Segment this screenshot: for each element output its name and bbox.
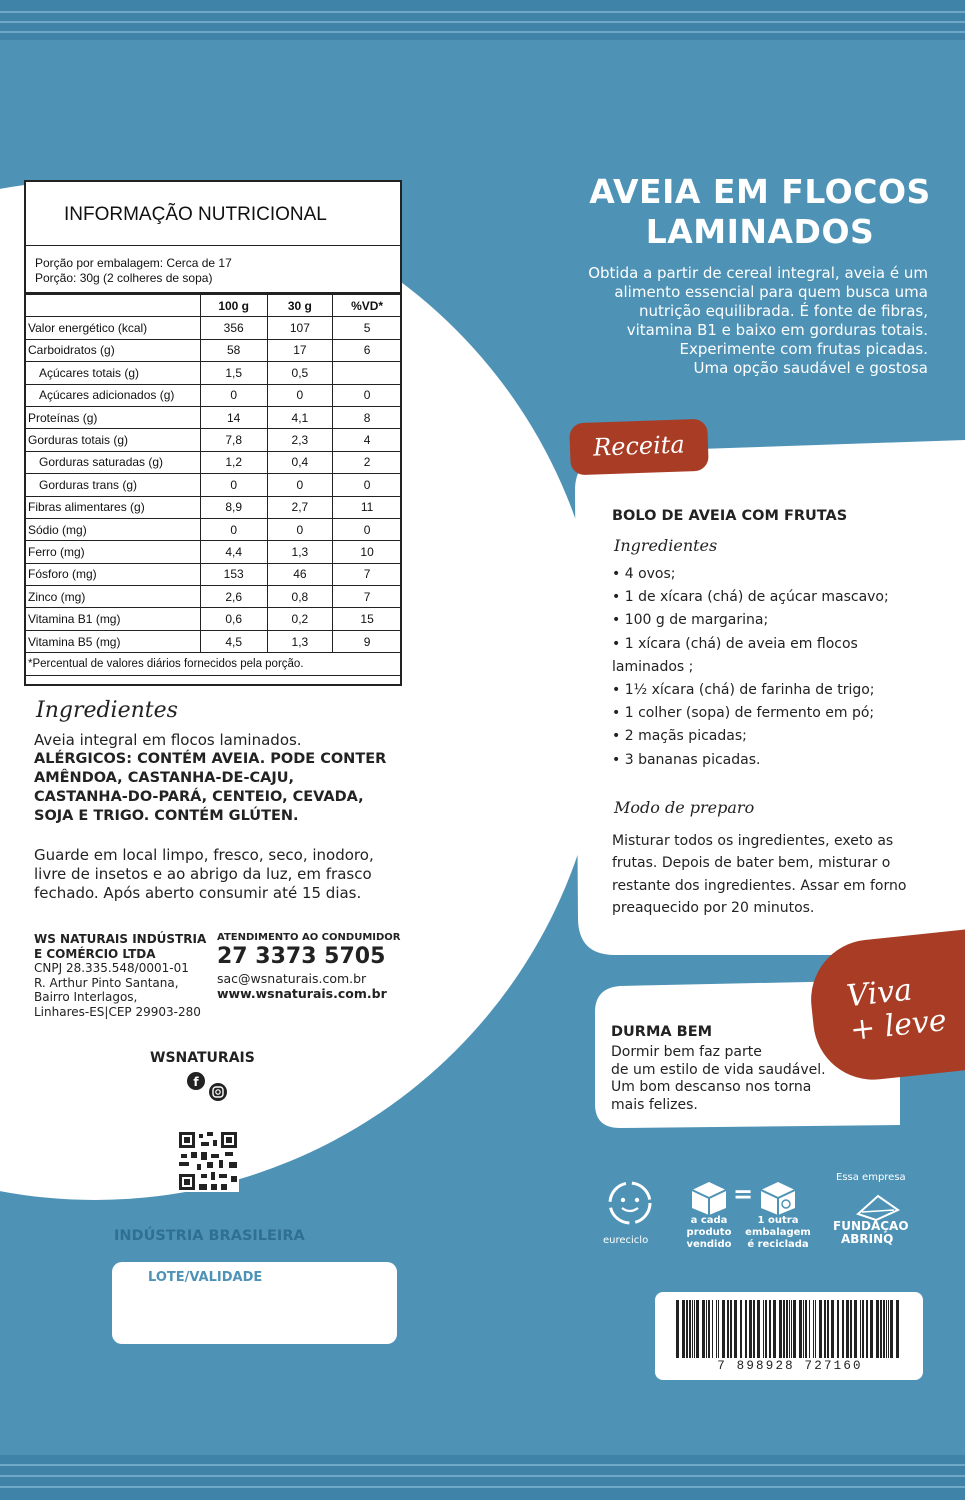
nutrition-footnote: *Percentual de valores diários fornecidos pela porção. [25,653,402,675]
recipe-tag-label: Receita [592,430,686,462]
lot-validity-label: LOTE/VALIDADE [148,1270,263,1285]
origin-label: INDÚSTRIA BRASILEIRA [114,1228,305,1244]
social-icons [186,1071,232,1103]
barcode [676,1300,901,1358]
list-item: laminados ; [612,658,694,675]
eureciclo-logo-icon [602,1180,658,1230]
storage-text: Guarde em local limpo, fresco, seco, inodoro, livre de insetos e ao abrigo da luz, em frasco fechado. Após aberto consumir até 15 dias. [34,846,374,902]
instagram-icon [209,1083,227,1101]
list-item: • 100 g de margarina; [612,612,769,629]
website: www.wsnaturais.com.br [217,986,387,1001]
list-item: • 1 xícara (chá) de aveia em flocos [612,635,858,652]
nutrition-title: INFORMAÇÃO NUTRICIONAL [26,182,400,246]
list-item: • 4 ovos; [612,566,676,582]
product-description: Obtida a partir de cereal integral, aveia é um alimento essencial para quem busca uma nutrição equilibrada. É fonte de fibras, vitamina B1 e baixo em gorduras totais. Experimente com frutas picadas. Uma opção saudável e gostosa [588,264,928,377]
table-row: Gorduras saturadas (g) 1,2 0,4 2 [25,451,402,473]
table-row: Vitamina B5 (mg) 4,5 1,3 9 [25,630,402,652]
live-badge-text: Viva + leve [844,972,949,1048]
table-row: Açúcares totais (g) 1,5 0,5 [25,362,402,384]
recipe-tag [569,419,709,476]
allergens-text: ALÉRGICOS: CONTÉM AVEIA. PODE CONTER AMÊNDOA, CASTANHA-DE-CAJU, CASTANHA-DO-PARÁ, CENTEIO, CEVADA, SOJA E TRIGO. CONTÉM GLÚTEN. [34,751,387,824]
table-row: Fibras alimentares (g) 8,9 2,7 11 [25,496,402,518]
servings-per-pack: Porção por embalagem: Cerca de 17 [35,256,232,270]
package-box-icon [689,1180,729,1216]
social-handle: WSNATURAIS [150,1050,255,1066]
table-row: Açúcares adicionados (g) 0 0 0 [25,384,402,406]
company-info: WS NATURAIS INDÚSTRIA E COMÉRCIO LTDA CNPJ 28.335.548/0001-01 R. Arthur Pinto Santana, Bairro Interlagos, Linhares-ES|CEP 29903-280 [34,932,207,1019]
title-line-2: LAMINADOS [645,212,875,251]
product-title [580,172,940,252]
recipe-ingredients-heading: Ingredientes [614,536,718,555]
facebook-icon [187,1072,205,1090]
list-item: • 3 bananas picadas. [612,751,761,768]
sac-label: ATENDIMENTO AO CONDUMIDOR [217,932,401,943]
serving-size: Porção: 30g (2 colheres de sopa) [35,271,213,285]
table-row: Carboidratos (g) 58 17 6 [25,339,402,361]
qr-code [177,1130,239,1192]
equals-sign: = [733,1180,754,1208]
recycle-right-caption: 1 outra embalagem é reciclada [745,1215,811,1250]
nutrition-footnote-row [25,653,402,675]
recycled-box-icon [758,1180,798,1216]
recipe-title: BOLO DE AVEIA COM FRUTAS [612,508,848,524]
nutrition-header-row: 100 g 30 g %VD* [25,295,402,317]
table-row: Gorduras trans (g) 0 0 0 [25,474,402,496]
list-item: • 1 de xícara (chá) de açúcar mascavo; [612,589,889,606]
sleep-text: Dormir bem faz parte de um estilo de vida saudável. Um bom descanso nos torna mais felizes. [611,1044,826,1113]
serving-info [26,246,400,294]
barcode-digits: 7 898928 727160 [717,1359,863,1373]
table-row: Valor energético (kcal) 356 107 5 [25,317,402,339]
nutrition-facts-panel [24,180,402,686]
phone-number: 27 3373 5705 [217,944,386,969]
ingredients-block [34,731,404,826]
ingredients-heading: Ingredientes [36,698,178,723]
svg-text:f: f [193,1075,199,1089]
method-text: Misturar todos os ingredientes, exeto as frutas. Depois de bater bem, misturar o restante dos ingredientes. Assar em forno preaquecido por 20 minutos. [612,833,907,917]
title-line-1: AVEIA EM FLOCOS [589,172,931,211]
email-address: sac@wsnaturais.com.br [217,971,367,986]
table-row: Zinco (mg) 2,6 0,8 7 [25,586,402,608]
table-row: Fósforo (mg) 153 46 7 [25,563,402,585]
ingredients-text: Aveia integral em flocos laminados. [34,731,302,749]
table-row: Gorduras totais (g) 7,8 2,3 4 [25,429,402,451]
nutrition-table [24,294,402,676]
table-row: Proteínas (g) 14 4,1 8 [25,406,402,428]
company-note: Essa empresa [836,1172,906,1183]
sleep-title: DURMA BEM [611,1024,713,1040]
table-row: Ferro (mg) 4,4 1,3 10 [25,541,402,563]
list-item: • 1½ xícara (chá) de farinha de trigo; [612,681,875,698]
list-item: • 1 colher (sopa) de fermento em pó; [612,705,875,722]
recycle-left-caption: a cada produto vendido [686,1215,732,1250]
abrinq-logo: FUNDAÇÃO ABRINQ [833,1220,909,1246]
table-row: Vitamina B1 (mg) 0,6 0,2 15 [25,608,402,630]
recipe-ingredients-list [612,566,932,775]
eureciclo-brand: eureciclo [603,1235,649,1246]
list-item: • 2 maçãs picadas; [612,728,747,745]
table-row: Sódio (mg) 0 0 0 [25,518,402,540]
method-heading: Modo de preparo [614,798,755,817]
abrinq-kite-icon [852,1192,902,1222]
customer-service [217,932,402,1001]
